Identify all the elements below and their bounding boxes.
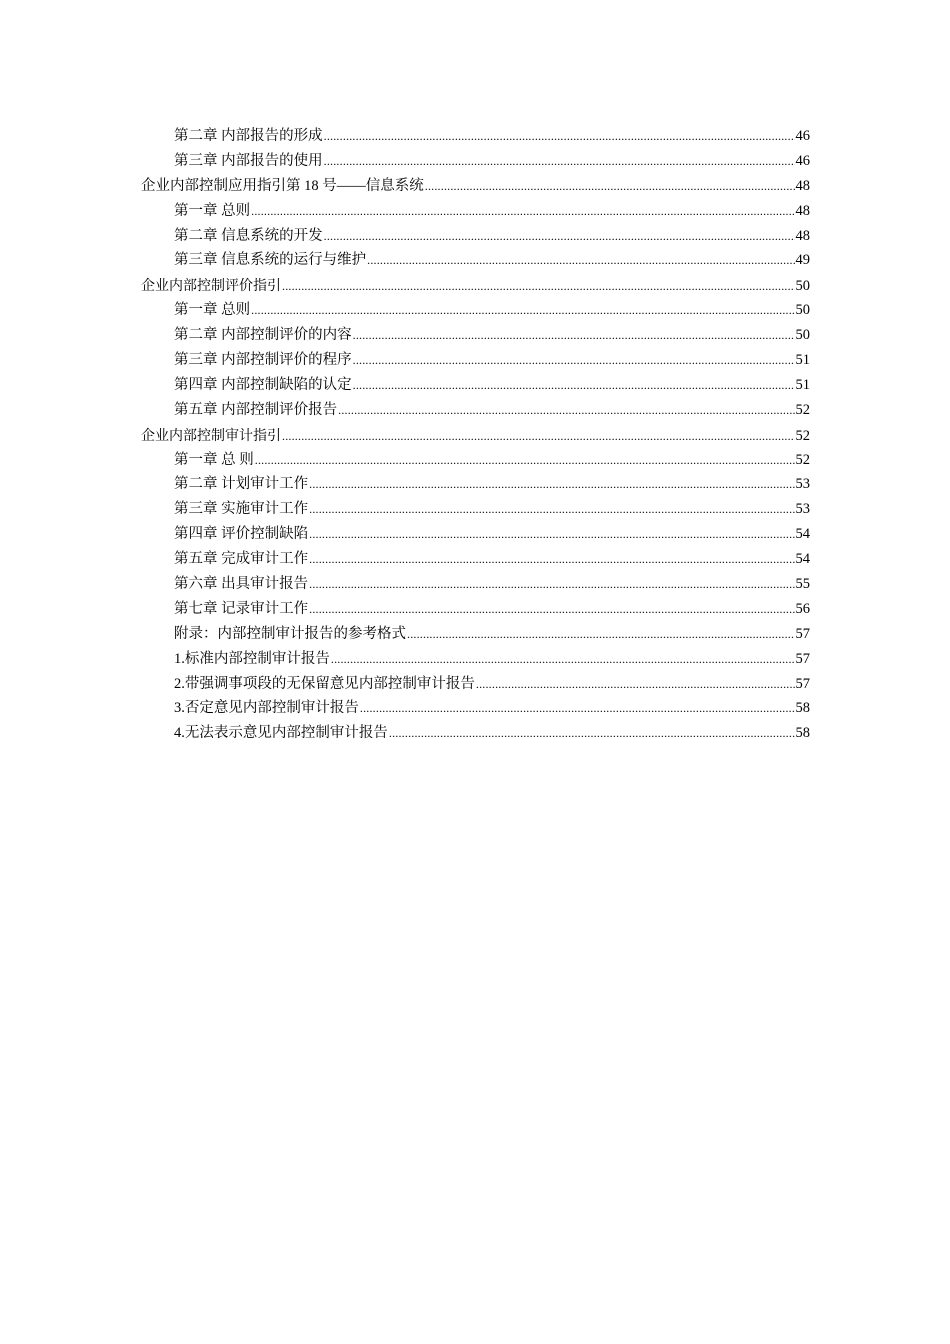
toc-entry-page-number: 46 — [795, 152, 810, 169]
toc-entry-title: 1.标准内部控制审计报告 — [174, 650, 330, 667]
toc-entry-title: 第三章 内部报告的使用 — [174, 152, 323, 169]
toc-dot-leader — [331, 647, 795, 672]
toc-entry[interactable] — [141, 522, 810, 547]
toc-entry-title: 第二章 信息系统的开发 — [174, 227, 323, 244]
toc-entry-page-number: 52 — [795, 427, 810, 444]
toc-dot-leader — [251, 298, 794, 323]
table-of-contents — [141, 124, 810, 746]
toc-dot-leader — [476, 672, 795, 697]
toc-entry-title: 第五章 内部控制评价报告 — [174, 401, 338, 418]
toc-dot-leader — [251, 199, 794, 224]
toc-entry-page-number: 58 — [795, 725, 810, 742]
toc-dot-leader — [407, 622, 795, 647]
toc-entry-title: 第七章 记录审计工作 — [174, 600, 309, 617]
toc-dot-leader — [282, 424, 795, 449]
toc-entry[interactable] — [141, 497, 810, 522]
toc-dot-leader — [309, 497, 794, 522]
toc-entry[interactable] — [141, 224, 810, 249]
toc-entry-page-number: 48 — [795, 177, 810, 194]
toc-dot-leader — [353, 373, 795, 398]
toc-entry-title: 第二章 计划审计工作 — [174, 476, 309, 493]
toc-entry-page-number: 50 — [795, 327, 810, 344]
toc-entry-title: 第一章 总则 — [174, 302, 251, 319]
toc-dot-leader — [282, 274, 795, 299]
toc-entry-page-number: 53 — [795, 476, 810, 493]
toc-entry-page-number: 51 — [795, 376, 810, 393]
toc-entry[interactable] — [141, 174, 810, 199]
toc-dot-leader — [309, 472, 794, 497]
toc-entry-title: 第一章 总 则 — [174, 451, 254, 468]
toc-dot-leader — [324, 224, 795, 249]
toc-entry[interactable] — [141, 398, 810, 423]
toc-entry[interactable] — [141, 273, 810, 298]
toc-entry[interactable] — [141, 448, 810, 473]
toc-entry[interactable] — [141, 323, 810, 348]
toc-entry-page-number: 57 — [795, 625, 810, 642]
toc-entry[interactable] — [141, 572, 810, 597]
toc-entry[interactable] — [141, 672, 810, 697]
toc-entry-page-number: 53 — [795, 501, 810, 518]
toc-entry[interactable] — [141, 547, 810, 572]
toc-entry[interactable] — [141, 597, 810, 622]
toc-entry[interactable] — [141, 298, 810, 323]
toc-dot-leader — [309, 597, 794, 622]
toc-entry[interactable] — [141, 373, 810, 398]
toc-entry-page-number: 46 — [795, 128, 810, 144]
toc-entry-page-number: 50 — [795, 278, 810, 295]
toc-entry-page-number: 57 — [795, 650, 810, 667]
toc-entry-title: 第二章 内部报告的形成 — [174, 128, 323, 144]
toc-entry-page-number: 48 — [795, 227, 810, 244]
toc-entry-page-number: 57 — [795, 675, 810, 692]
toc-entry-title: 附录：内部控制审计报告的参考格式 — [174, 625, 406, 642]
toc-entry[interactable] — [141, 472, 810, 497]
toc-entry[interactable] — [141, 124, 810, 149]
toc-entry-title: 第五章 完成审计工作 — [174, 551, 309, 568]
toc-entry-title: 第三章 实施审计工作 — [174, 501, 309, 518]
toc-entry[interactable] — [141, 647, 810, 672]
toc-entry-page-number: 54 — [795, 526, 810, 543]
toc-entry-title: 企业内部控制评价指引 — [141, 277, 281, 294]
toc-entry-title: 第二章 内部控制评价的内容 — [174, 327, 352, 344]
toc-entry-title: 企业内部控制应用指引第 18 号——信息系统 — [141, 177, 424, 194]
toc-entry[interactable] — [141, 721, 810, 746]
toc-entry-page-number: 58 — [795, 700, 810, 717]
toc-entry[interactable] — [141, 348, 810, 373]
toc-entry[interactable] — [141, 149, 810, 174]
toc-entry-page-number: 52 — [795, 451, 810, 468]
toc-entry-title: 4.无法表示意见内部控制审计报告 — [174, 725, 388, 742]
toc-entry-page-number: 52 — [795, 401, 810, 418]
toc-entry-page-number: 49 — [795, 252, 810, 269]
toc-dot-leader — [353, 323, 795, 348]
toc-entry-page-number: 50 — [795, 302, 810, 319]
toc-entry[interactable] — [141, 622, 810, 647]
toc-entry-page-number: 55 — [795, 576, 810, 593]
toc-dot-leader — [353, 348, 795, 373]
toc-entry-title: 第三章 内部控制评价的程序 — [174, 352, 352, 369]
toc-entry[interactable] — [141, 199, 810, 224]
toc-entry-page-number: 54 — [795, 551, 810, 568]
toc-dot-leader — [309, 547, 794, 572]
toc-dot-leader — [324, 149, 795, 174]
toc-entry-page-number: 56 — [795, 600, 810, 617]
toc-dot-leader — [360, 696, 795, 721]
toc-dot-leader — [367, 248, 794, 273]
toc-dot-leader — [425, 174, 795, 199]
toc-dot-leader — [389, 721, 795, 746]
toc-dot-leader — [255, 448, 795, 473]
toc-dot-leader — [324, 124, 795, 149]
toc-entry-page-number: 51 — [795, 352, 810, 369]
toc-entry[interactable] — [141, 423, 810, 448]
toc-dot-leader — [338, 398, 794, 423]
toc-entry-title: 第一章 总则 — [174, 202, 251, 219]
toc-entry-title: 2.带强调事项段的无保留意见内部控制审计报告 — [174, 675, 475, 692]
toc-entry[interactable] — [141, 248, 810, 273]
toc-entry-title: 第六章 出具审计报告 — [174, 576, 309, 593]
toc-entry-title: 3.否定意见内部控制审计报告 — [174, 700, 359, 717]
toc-entry-title: 第四章 内部控制缺陷的认定 — [174, 376, 352, 393]
toc-entry[interactable] — [141, 696, 810, 721]
toc-entry-title: 第四章 评价控制缺陷 — [174, 526, 309, 543]
toc-entry-page-number: 48 — [795, 202, 810, 219]
toc-dot-leader — [309, 522, 794, 547]
toc-entry-title: 第三章 信息系统的运行与维护 — [174, 252, 367, 269]
toc-dot-leader — [309, 572, 794, 597]
toc-entry-title: 企业内部控制审计指引 — [141, 426, 281, 443]
